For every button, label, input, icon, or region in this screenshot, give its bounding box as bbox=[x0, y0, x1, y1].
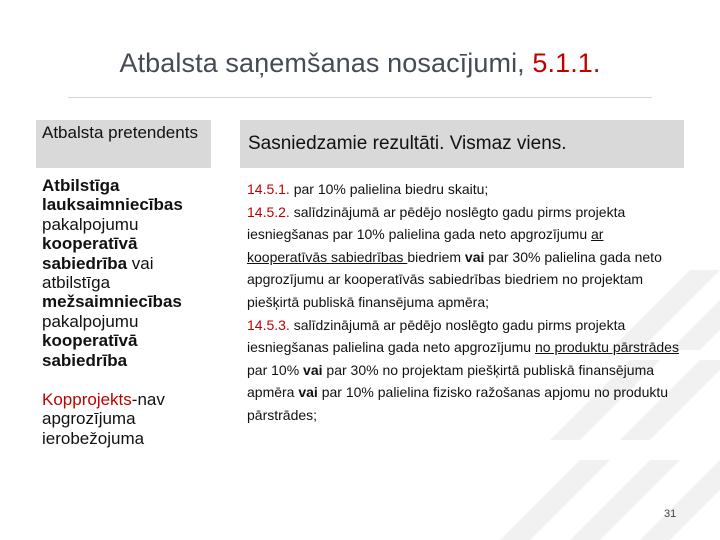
result-item-3: 14.5.3. salīdzinājumā ar pēdējo noslēgto gadu pirms projekta iesniegšanas palielina gada neto apgrozījumu no produktu pārstrādes par 10% vai par 30% no projektam piešķirtā publiskā finansējuma apmēra vai par 10% palielina fizisko ražošanas apjomu no produktu pārstrādes; bbox=[247, 316, 679, 423]
results-list bbox=[247, 178, 687, 427]
left-column-header: Atbalsta pretendents bbox=[36, 120, 211, 168]
applicant-description bbox=[42, 176, 212, 448]
title-divider bbox=[68, 97, 652, 98]
right-column-header: Sasniedzamie rezultāti. Vismaz viens. bbox=[240, 120, 684, 168]
result-item-1: 14.5.1. par 10% palielina biedru skaitu; bbox=[247, 181, 489, 197]
page-number: 31 bbox=[664, 508, 677, 520]
result-item-2: 14.5.2. salīdzinājumā ar pēdējo noslēgto gadu pirms projekta iesniegšanas par 10% palielina gada neto apgrozījumu ar kooperatīvās sabiedrības biedriem vai par 30% palielina gada neto apgrozījumu ar kooperatīvās sabiedrības biedriem no projektam piešķirtā publiskā finansējuma apmēra; bbox=[247, 203, 662, 310]
slide-title: Atbalsta saņemšanas nosacījumi, 5.1.1. bbox=[119, 48, 601, 78]
joint-project-note: Kopprojekts-nav apgrozījuma ierobežojuma bbox=[42, 390, 165, 448]
title-section-number: 5.1.1. bbox=[532, 48, 601, 78]
applicant-eligibility: Atbilstīga lauksaimniecības pakalpojumu kooperatīvā sabiedrība vai atbilstīga mežsaimniecības pakalpojumu kooperatīvā sabiedrība bbox=[42, 176, 183, 370]
